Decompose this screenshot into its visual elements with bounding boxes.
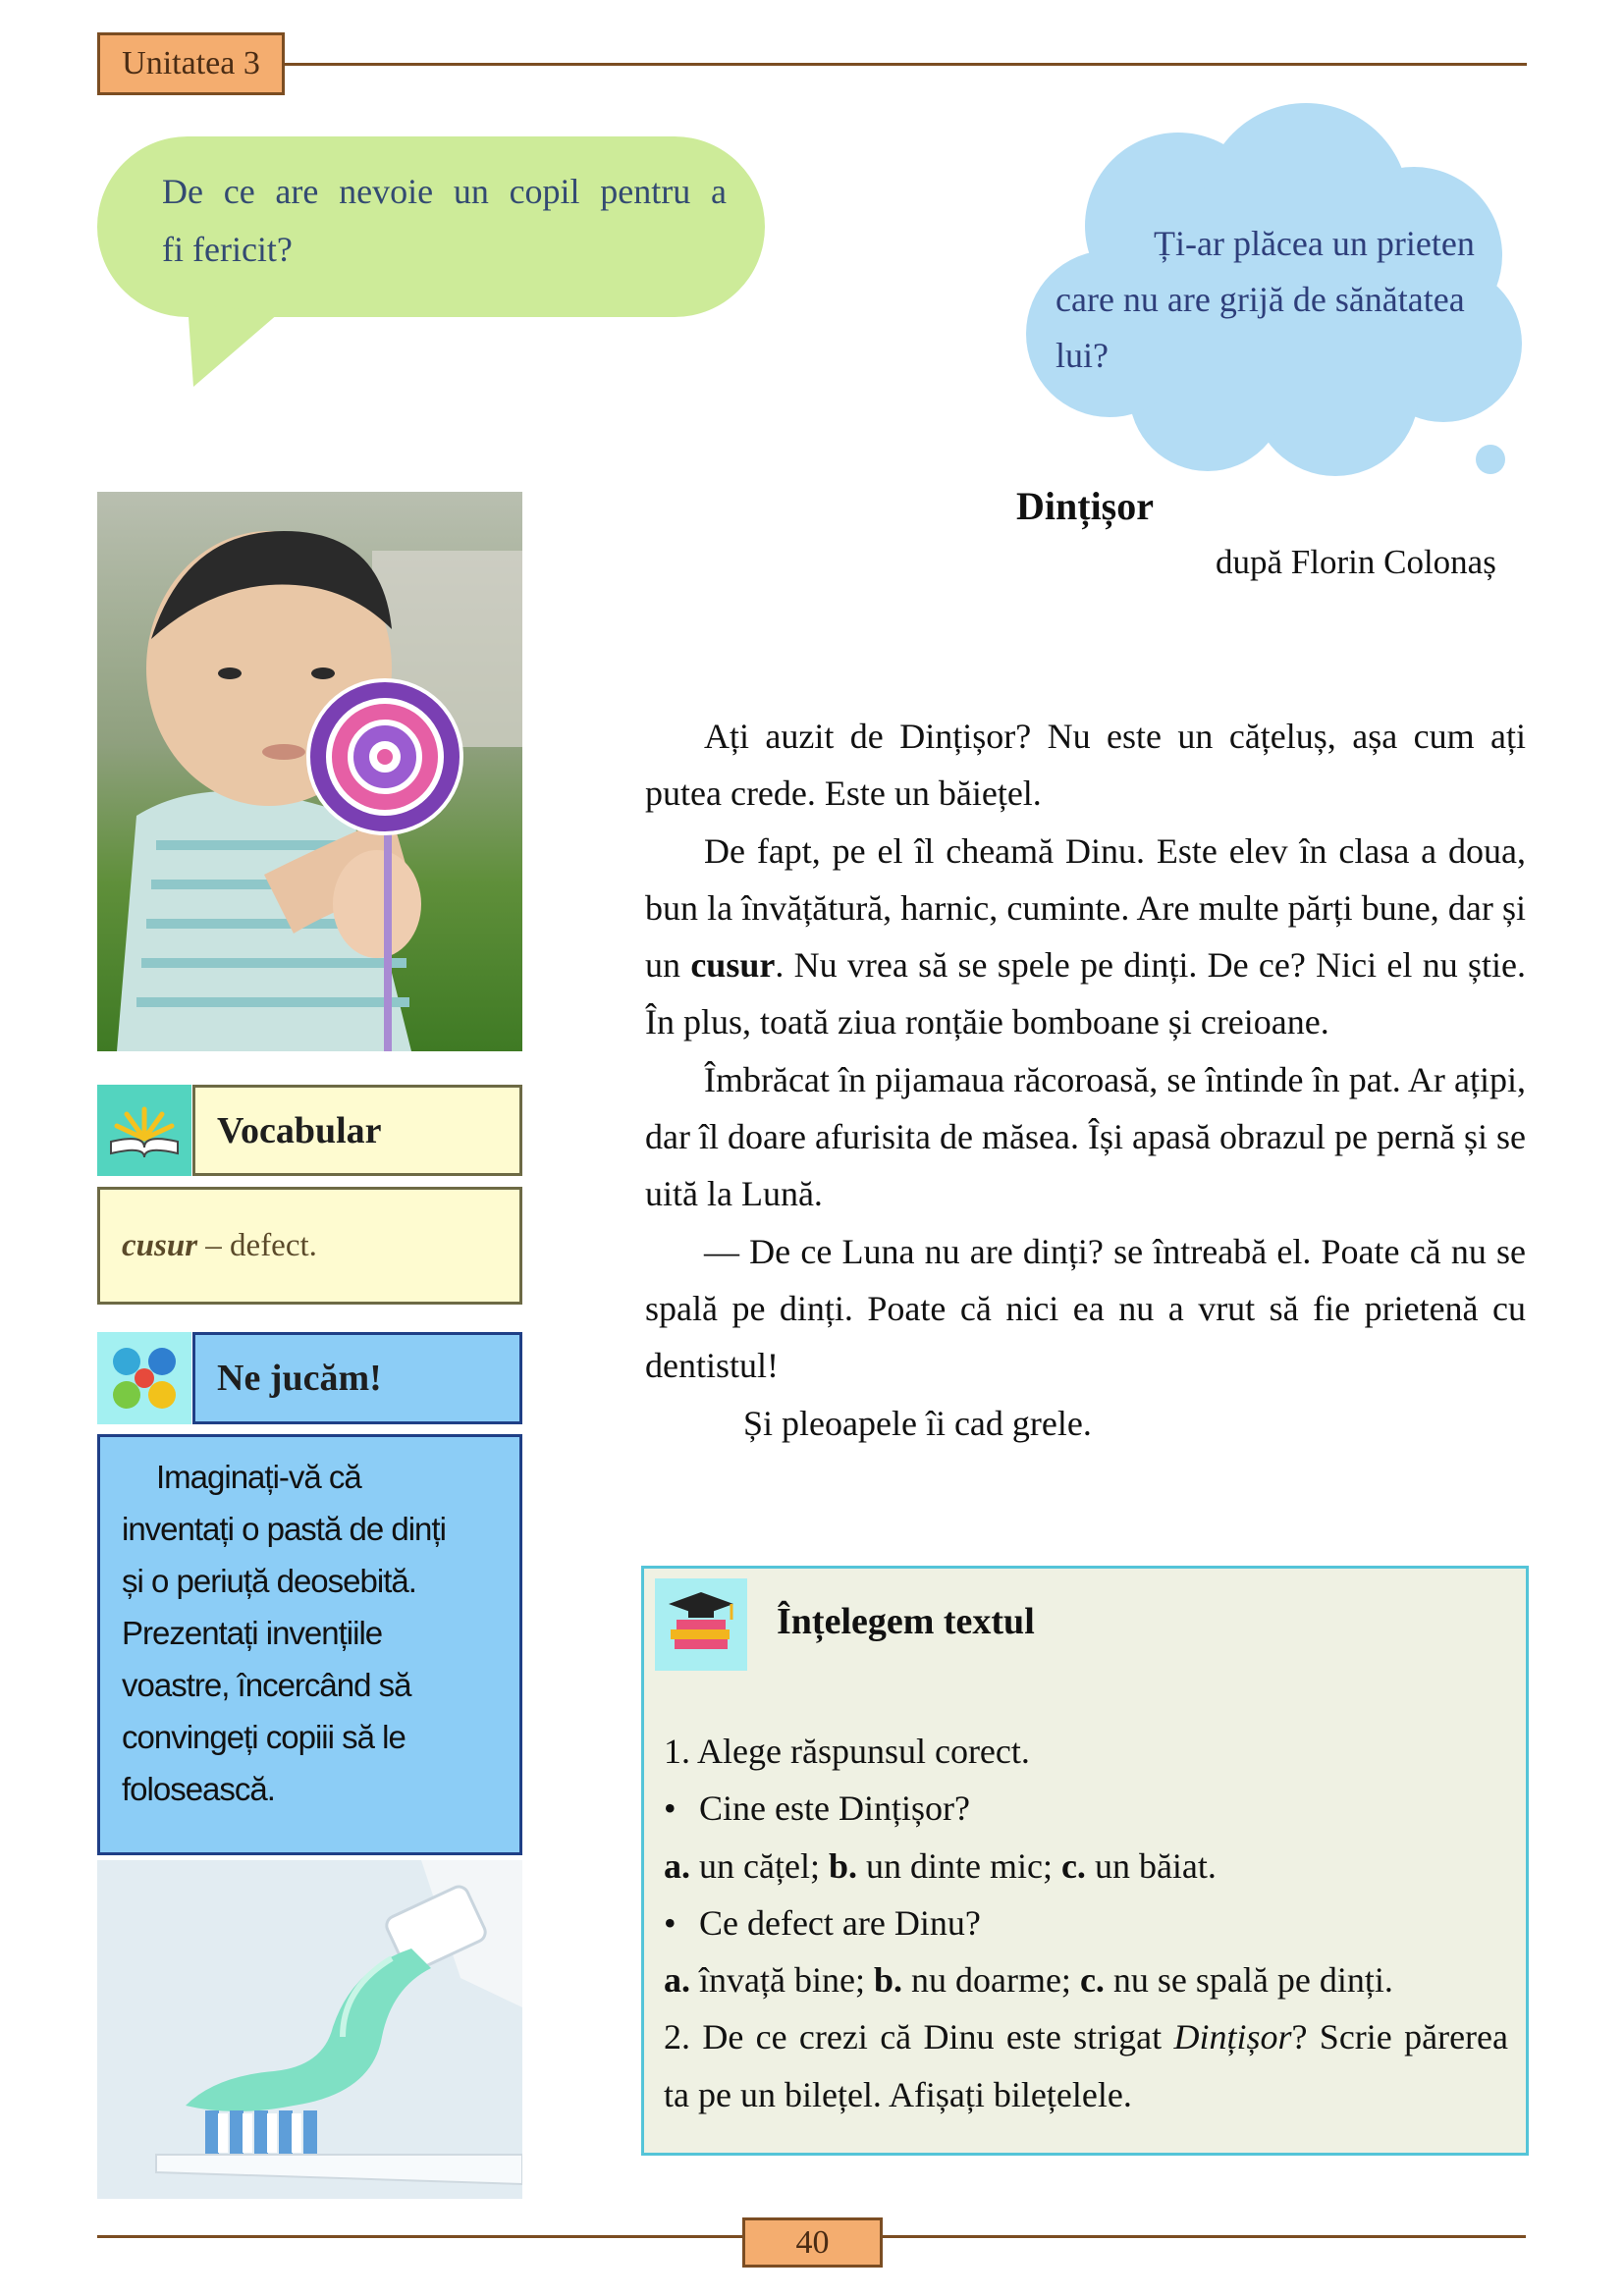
page-number: 40 <box>742 2217 883 2268</box>
vocabulary-definition-text: – defect. <box>197 1227 317 1263</box>
thought-cloud-text <box>1056 216 1507 384</box>
game-line: voastre, încercând să <box>122 1667 411 1703</box>
game-instructions <box>97 1434 522 1855</box>
option-letter: a. <box>664 1845 690 1886</box>
game-line: Prezentați invențiile <box>122 1615 383 1651</box>
header-rule <box>285 63 1527 66</box>
graduation-cap-icon <box>655 1578 747 1671</box>
option-text: un cățel; <box>690 1845 829 1886</box>
speech-bubble-text <box>162 163 727 279</box>
story-paragraph: Ați auzit de Dințișor? Nu este un cățeluș, așa cum ați putea crede. Este un băiețel. <box>645 717 1526 814</box>
story-keyword: cusur <box>690 945 776 986</box>
bullet: • <box>664 1902 677 1943</box>
story-text <box>645 708 1526 1452</box>
game-line: inventați o pastă de dinți <box>122 1511 446 1547</box>
option-letter: c. <box>1060 1845 1086 1886</box>
child-lollipop-photo <box>97 492 522 1051</box>
game-line: și o periuță deosebită. <box>122 1563 416 1599</box>
speech-bubble-line2: fi fericit? <box>162 230 293 269</box>
vocabulary-term: cusur <box>122 1227 198 1263</box>
story-title: Dințișor <box>1016 484 1154 528</box>
vocabulary-heading: Vocabular <box>192 1085 522 1176</box>
option-letter: c. <box>1079 1960 1105 2001</box>
footer-rule-left <box>97 2235 742 2238</box>
story-paragraph: Și pleoapele îi cad grele. <box>743 1403 1092 1443</box>
option-letter: b. <box>873 1960 902 2001</box>
speech-bubble-line1: De ce are nevoie un copil pentru a <box>162 172 727 211</box>
question-1b-options <box>664 1951 1508 2008</box>
story-paragraph: — De ce Luna nu are dinți? se întreabă el. Poate că nu se spală pe dinți. Poate că nici ea nu a vrut să fie prietenă cu dentistul! <box>645 1231 1526 1386</box>
option-text: un dinte mic; <box>856 1845 1061 1886</box>
question-1: 1. Alege răspunsul corect. <box>664 1732 1030 1771</box>
game-line: convingeți copiii să le <box>122 1719 406 1755</box>
question-2 <box>664 2008 1508 2123</box>
option-text: nu doarme; <box>901 1960 1080 2001</box>
question-1a-options <box>664 1838 1508 1895</box>
question-2-text: 2. De ce crezi că Dinu este strigat <box>664 2017 1174 2057</box>
bullet: • <box>664 1789 677 1829</box>
book-icon <box>97 1085 191 1176</box>
story-paragraph: Îmbrăcat în pijamaua răcoroasă, se întinde în pat. Ar ațipi, dar îl doare afurisita de măsea. Își apasă obrazul pe pernă și se uită la Lună. <box>645 1059 1526 1214</box>
question-1a-text: Cine este Dințișor? <box>699 1789 970 1829</box>
hands-icon <box>97 1332 191 1424</box>
thought-cloud-question: Ți-ar plăcea un prieten care nu are grijă de sănătatea lui? <box>1056 224 1475 375</box>
comprehension-questions <box>664 1723 1508 2123</box>
vocabulary-definition <box>97 1187 522 1305</box>
comprehension-heading: Înțelegem textul <box>777 1601 1035 1642</box>
story-text-run: De fapt, pe el îl cheamă Dinu. Este elev în clasa a doua, bun la învățătură, harnic, cuminte. Are multe părți bune, dar și un <box>645 830 1526 986</box>
option-text: un băiat. <box>1085 1845 1217 1886</box>
story-author: după Florin Colonaș <box>1216 543 1496 581</box>
story-paragraph <box>645 823 1526 1051</box>
story-text-run: . Nu vrea să se spele pe dinți. De ce? Nici el nu știe. În plus, toată ziua ronțăie bomboane și creioane. <box>645 945 1526 1042</box>
game-line: folosească. <box>122 1771 275 1807</box>
option-text: nu se spală pe dinți. <box>1104 1960 1393 2001</box>
option-letter: a. <box>664 1960 690 2001</box>
question-2-text: ? Scrie părerea ta pe un bilețel. Afișați bilețelele. <box>664 2017 1508 2114</box>
question-2-italic: Dințișor <box>1173 2017 1292 2057</box>
option-text: învață bine; <box>690 1960 874 2001</box>
footer-rule-right <box>883 2235 1526 2238</box>
toothbrush-photo <box>97 1860 522 2199</box>
option-letter: b. <box>828 1845 857 1886</box>
unit-label: Unitatea 3 <box>97 32 285 95</box>
question-1a <box>664 1780 1508 1837</box>
game-line: Imaginați-vă că <box>156 1459 361 1495</box>
game-heading: Ne jucăm! <box>192 1332 522 1424</box>
question-1b <box>664 1895 1508 1951</box>
question-1b-text: Ce defect are Dinu? <box>699 1902 981 1943</box>
